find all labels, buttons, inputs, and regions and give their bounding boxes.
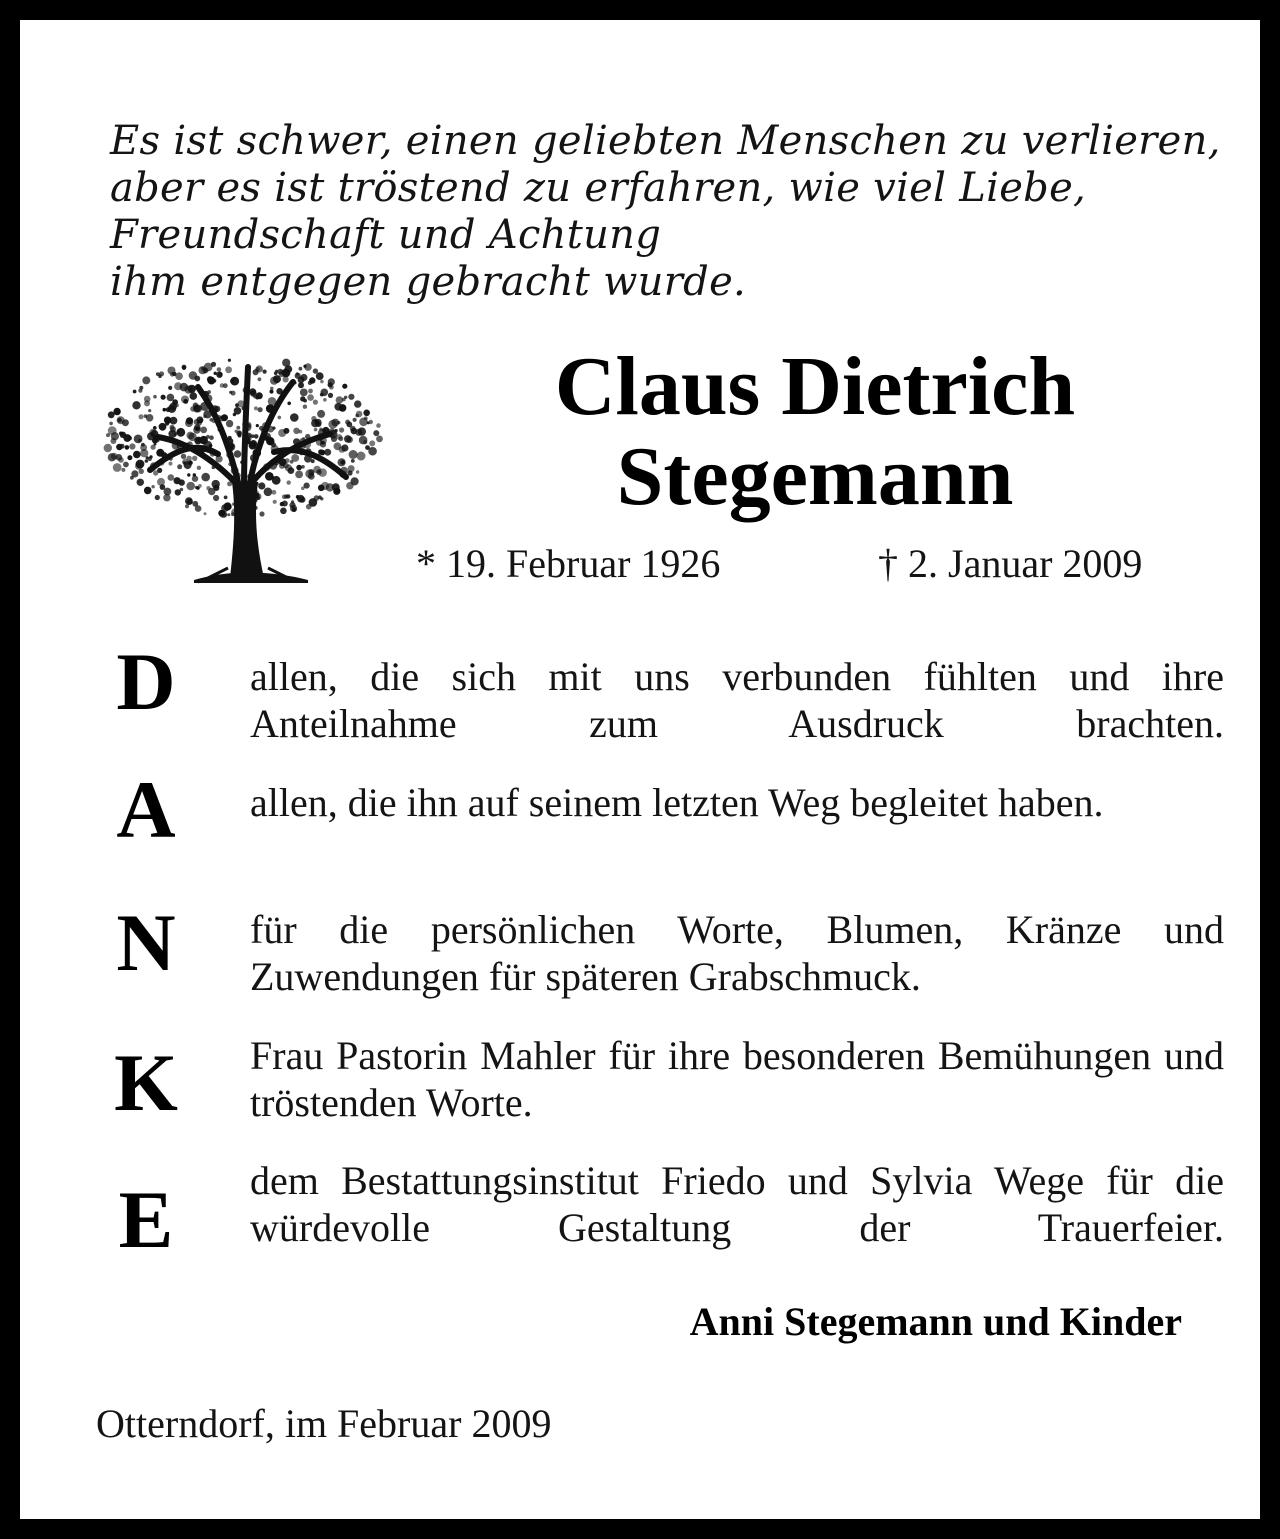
birth-date: * 19. Februar 1926 bbox=[416, 541, 721, 586]
thanks-text: für die persönlichen Worte, Blumen, Kränze und Zuwendungen für späteren Grabschmuck. bbox=[250, 907, 1224, 999]
acrostic-letter: D bbox=[116, 636, 176, 727]
quote-line: Es ist schwer, einen geliebten Menschen zu verlieren, bbox=[110, 118, 1221, 164]
deceased-name bbox=[430, 342, 1200, 522]
acrostic-letter: E bbox=[118, 1174, 174, 1265]
memorial-quote bbox=[110, 118, 1240, 306]
acrostic-letter: K bbox=[114, 1037, 178, 1128]
quote-line: Freundschaft und Achtung bbox=[110, 212, 662, 258]
thanks-text: allen, die sich mit uns verbunden fühlten und ihre Anteilnahme zum Ausdruck brachten. bbox=[250, 654, 1224, 746]
thanks-text: allen, die ihn auf seinem letzten Weg begleitet haben. bbox=[250, 780, 1104, 825]
quote-line: ihm entgegen gebracht wurde. bbox=[110, 259, 747, 305]
death-date: † 2. Januar 2009 bbox=[878, 541, 1143, 586]
name-line-2: Stegemann bbox=[616, 430, 1014, 523]
thanks-text: dem Bestattungsinstitut Friedo und Sylvia Wege für die würdevolle Gestaltung der Trauerfeier. bbox=[250, 1158, 1224, 1250]
acrostic-letter: N bbox=[116, 897, 176, 988]
signature: Anni Stegemann und Kinder bbox=[689, 1299, 1182, 1344]
quote-line: aber es ist tröstend zu erfahren, wie viel Liebe, bbox=[110, 165, 1087, 211]
acrostic-letter: A bbox=[116, 764, 176, 855]
place-date: Otterndorf, im Februar 2009 bbox=[96, 1401, 552, 1446]
thanks-text: Frau Pastorin Mahler für ihre besonderen Bemühungen und tröstenden Worte. bbox=[250, 1033, 1224, 1125]
oak-tree-icon bbox=[98, 342, 388, 587]
name-line-1: Claus Dietrich bbox=[554, 340, 1076, 433]
